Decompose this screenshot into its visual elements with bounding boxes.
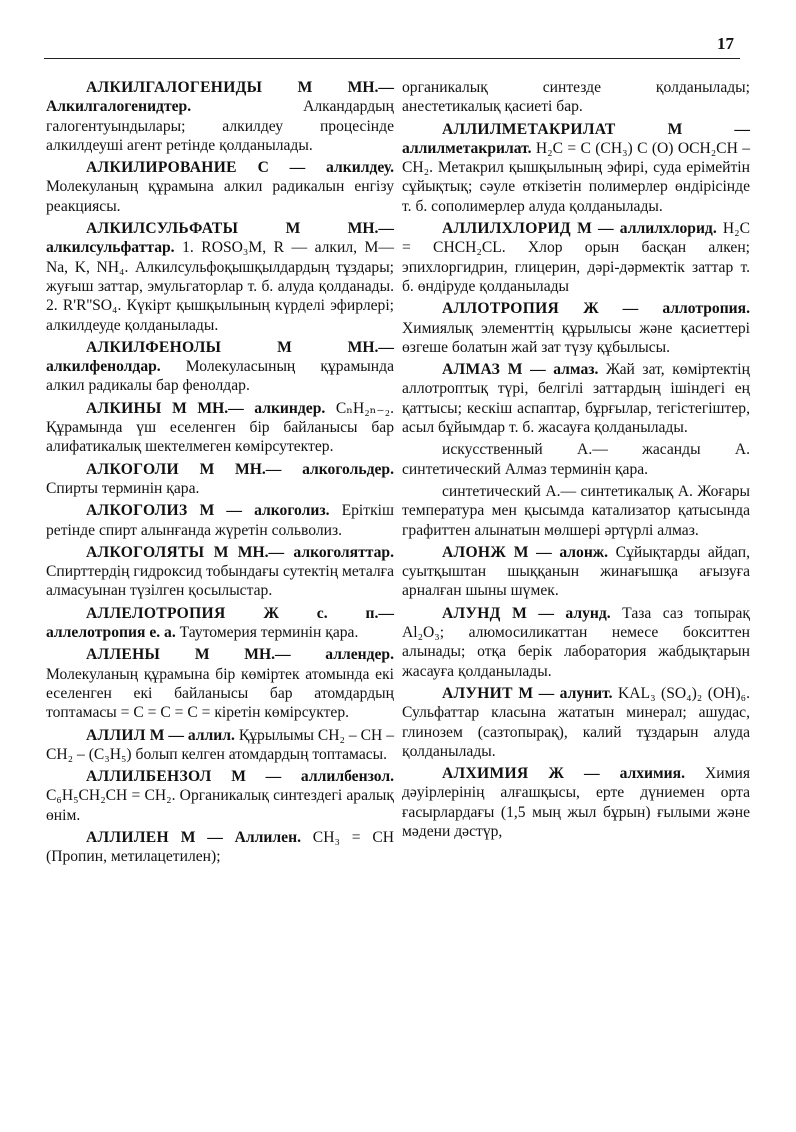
- entry-headword: АЛКИЛГАЛОГЕНИДЫ: [86, 79, 263, 96]
- dictionary-entry: [402, 299, 750, 357]
- entry-definition: синтетический А.— синтетикалық А. Жоғары температура мен қысымда катализатор қатысында графиттен алынатын мөлшері әртүрлі алмаз.: [402, 482, 750, 539]
- dictionary-entry: [46, 645, 394, 722]
- entry-headword: АЛХИМИЯ: [442, 765, 529, 783]
- entry-headword: АЛЛЕЛОТРОПИЯ: [86, 604, 226, 622]
- entry-definition: Еріткіш ретінде спирт алынғанда жүретін сольволиз.: [46, 502, 394, 539]
- entry-translation: М — алунит.: [518, 684, 613, 702]
- dictionary-entry: [402, 604, 750, 681]
- entry-headword: АЛЛОТРОПИЯ: [442, 300, 560, 318]
- entry-definition: Таутомерия терминін қара.: [175, 624, 359, 642]
- entry-headword: АЛУНИТ: [442, 684, 513, 702]
- dictionary-entry: [46, 399, 394, 457]
- entry-definition: Химиялық элементтің құрылысы және қасиеттері өзгеше болатын жай зат түзу құбылысы.: [402, 319, 750, 356]
- dictionary-entry: [46, 78, 394, 155]
- dictionary-entry: [46, 767, 394, 825]
- entry-translation: М — алунд.: [512, 604, 611, 622]
- dictionary-entry: [402, 219, 750, 296]
- entry-translation: М МН.— аллендер.: [194, 646, 394, 664]
- entry-translation: М — аллил.: [149, 726, 235, 744]
- dictionary-entry: [46, 828, 394, 867]
- dictionary-entry: [46, 158, 394, 216]
- entry-headword: АЛКИЛФЕНОЛЫ: [86, 338, 222, 356]
- entry-translation: М МН.— алкилфенолдар.: [46, 338, 394, 376]
- entry-definition: H₂C = CHCH₂CL. Хлор орын басқан алкен; эпихлоргидрин, глицерин, дәрі-дәрмектік заттар т. б. өндіруде қолданылады: [402, 220, 751, 295]
- header-rule: [44, 58, 740, 59]
- entry-definition: искусственный А.— жасанды А. синтетический Алмаз терминін қара.: [402, 441, 750, 478]
- entry-definition: Спирты терминін қара.: [46, 479, 200, 497]
- entry-translation: М — алмаз.: [507, 361, 599, 379]
- dictionary-entry: [46, 219, 394, 335]
- dictionary-entry: [402, 543, 750, 601]
- entry-translation: Ж — алхимия.: [548, 765, 685, 783]
- entry-translation: С — алкилдеу.: [257, 159, 395, 177]
- entry-definition: Алкандардың галогентуындылары; алкилдеу процесінде алкилдеуші агент ретінде қолданылады.: [46, 98, 394, 154]
- entry-translation: М — аллилбензол.: [231, 768, 394, 786]
- entry-headword: АЛЛЕНЫ: [86, 646, 161, 664]
- entry-definition: Молекуланың құрамына бір көміртек атомында екі еселенген екі байланысы бар атомдардың топтамасы = C = C = C = кіретін көмірсуктер.: [46, 665, 394, 722]
- entry-definition: Таза саз топырақ Al₂O₃; алюмосиликаттан немесе бокситтен алынады; отқа берік лаборатория жабдықтарын жасауға қолданылады.: [402, 604, 750, 680]
- entry-translation: М МН.— алкогольдер.: [199, 460, 394, 478]
- entry-headword: АЛОНЖ: [442, 543, 507, 561]
- entry-definition: C₆H₅CH₂CH = CH₂. Органикалық синтездегі аралық өнім.: [46, 787, 394, 824]
- entry-translation: М МН.— алкоголяттар.: [213, 543, 394, 561]
- entry-translation: Ж — аллотропия.: [583, 300, 750, 318]
- left-column: [46, 78, 394, 870]
- entry-headword: АЛКОГОЛИЗ: [86, 502, 188, 520]
- entry-definition: Молекуланың құрамына алкил радикалын енгізу реакциясы.: [46, 178, 394, 215]
- dictionary-entry: [46, 604, 394, 643]
- entry-headword: АЛКОГОЛИ: [86, 460, 179, 478]
- dictionary-entry: [402, 360, 750, 437]
- right-column: [402, 78, 750, 844]
- entry-headword: АЛЛИЛХЛОРИД: [442, 220, 571, 238]
- entry-headword: АЛКИНЫ: [86, 399, 162, 417]
- dictionary-entry: [46, 338, 394, 396]
- dictionary-entry: [46, 726, 394, 765]
- entry-headword: АЛЛИЛЕН: [86, 828, 169, 846]
- entry-definition: 1. ROSO₃M, R — алкил, M—Na, K, NH₄. Алкилсульфоқышқылдардың тұздары; жуғыш заттар, эмульгаторлар т. б. алуда қолданады. 2. R'R''SO₄. Күкірт қышқылының күрделі эфирлері; алкилдеуде қолданылады.: [46, 239, 394, 334]
- entry-definition: Құрылымы CH₂ – CH – CH₂ – (C₃H₅) болып келген атомдардың топтамасы.: [46, 726, 394, 763]
- entry-translation: М — алкоголиз.: [199, 502, 330, 520]
- entry-translation: Ж с. п.— аллелотропия е. а.: [46, 604, 394, 642]
- page-number: 17: [717, 34, 734, 53]
- dictionary-entry: [402, 120, 750, 216]
- entry-headword: АЛКОГОЛЯТЫ: [86, 543, 205, 561]
- entry-definition: CH₃ = CH (Пропин, метилацетилен);: [46, 828, 394, 866]
- entry-definition: Жай зат, көміртектің аллотроптық түрі, белгілі заттардың ішіндегі ең қаттысы; кескіш аспаптар, бұрғылар, тегістегіштер, асыл бұйымдар т. б. жасауға қолданылады.: [402, 361, 750, 437]
- entry-headword: АЛУНД: [442, 604, 501, 622]
- entry-definition: H₂C = C (CH₃) C (O) OCH₂CH – CH₂. Метакрил қышқылының эфирі, суда ерімейтін сұйықтық; сәуле өткізетін полимерлер өндірісінде т. б. сополимерлер алуда қолданылады.: [402, 139, 750, 215]
- entry-translation: М МН.— алкиндер.: [172, 399, 326, 417]
- entry-translation: М — аллилметакрилат.: [402, 120, 750, 157]
- entry-headword: АЛКИЛИРОВАНИЕ: [86, 159, 237, 177]
- entry-translation: М МН.— Алкилгалогенидтер.: [46, 79, 394, 116]
- entry-headword: АЛЛИЛМЕТАКРИЛАТ: [442, 120, 616, 138]
- entry-headword: АЛЛИЛБЕНЗОЛ: [86, 768, 212, 786]
- dictionary-entry: [46, 543, 394, 601]
- entry-headword: АЛЛИЛ: [86, 726, 146, 744]
- sub-entry: [402, 440, 750, 479]
- entry-translation: М — аллилхлорид.: [577, 220, 717, 238]
- entry-definition: Химия дәуірлерінің алғашқысы, ерте дүниемен орта ғасырлардағы (1,5 мың жыл бұрын) ғылыми және мәдени дәстүр,: [402, 765, 750, 840]
- dictionary-entry: [402, 78, 750, 117]
- entry-definition: органикалық синтезде қолданылады; анестетикалық қасиеті бар.: [402, 79, 750, 116]
- entry-definition: Молекуласының құрамында алкил радикалы бар фенолдар.: [46, 358, 394, 395]
- dictionary-entry: [402, 764, 750, 841]
- dictionary-entry: [46, 460, 394, 499]
- dictionary-entry: [46, 501, 394, 540]
- entry-headword: АЛМАЗ: [442, 361, 501, 379]
- entry-definition: KAL₃ (SO₄)₂ (OH)₆. Сульфаттар класына жататын минерал; ашудас, глинозем (сазтопырақ), калий тұздарын алуда қолданылады.: [402, 684, 750, 760]
- entry-headword: АЛКИЛСУЛЬФАТЫ: [86, 220, 239, 238]
- entry-definition: Сұйықтарды айдап, суытқыштан шыққанын жинағышқа ағызуға арналған шыны шүмек.: [402, 543, 751, 600]
- entry-definition: Спирттердің гидроксид тобындағы сутектің металға алмасуынан түзілген қосылыстар.: [46, 563, 394, 600]
- entry-definition: CₙH₂ₙ₋₂. Құрамында үш еселенген бір байланысы бар алифатикалық шектелмеген көмірсутектер.: [46, 399, 394, 456]
- entry-translation: М — алонж.: [513, 543, 609, 561]
- entry-translation: М МН.— алкилсульфаттар.: [46, 220, 394, 257]
- sub-entry: [402, 482, 750, 540]
- entry-translation: М — Аллилен.: [180, 828, 301, 846]
- dictionary-entry: [402, 684, 750, 761]
